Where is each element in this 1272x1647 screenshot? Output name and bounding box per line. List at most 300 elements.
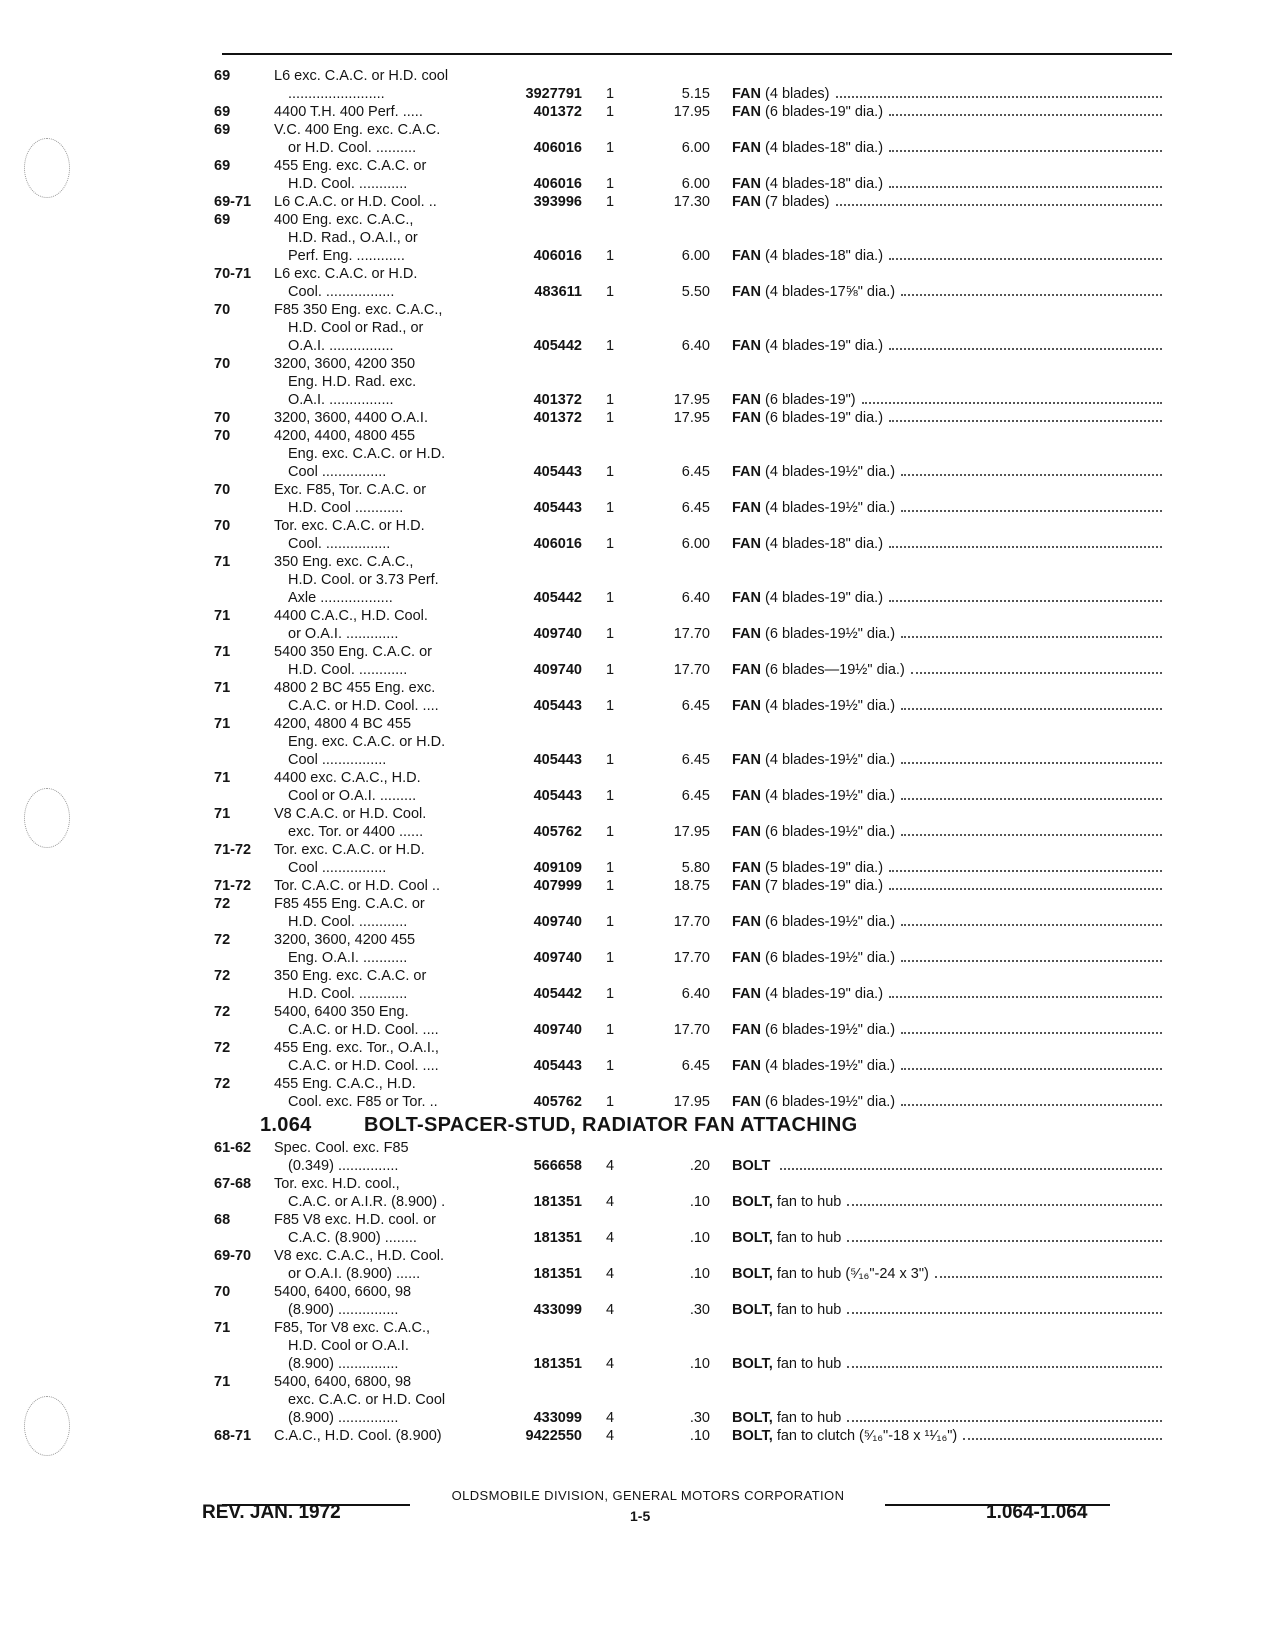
part-name: FAN <box>732 248 761 264</box>
part-number: 405443 <box>533 500 582 516</box>
quantity: 1 <box>606 1094 615 1110</box>
part-number: 405443 <box>533 1058 582 1074</box>
part-detail: (4 blades-19" dia.) <box>765 338 884 354</box>
page-number: 1-5 <box>630 1508 651 1524</box>
part-number: 9422550 <box>525 1428 582 1444</box>
dot-leader <box>889 104 1162 116</box>
application-line: H.D. Cool ............ <box>288 500 404 516</box>
price: .30 <box>689 1410 710 1426</box>
part-detail: (7 blades-19" dia.) <box>765 878 884 894</box>
application-line: 4200, 4800 4 BC 455 <box>274 716 412 732</box>
quantity: 1 <box>606 860 615 876</box>
dot-leader <box>901 500 1162 512</box>
model-years: 69-71 <box>214 194 252 210</box>
quantity: 1 <box>606 140 615 156</box>
part-description <box>732 337 1170 355</box>
application-line: Tor. exc. C.A.C. or H.D. <box>274 842 425 858</box>
quantity: 1 <box>606 536 615 552</box>
part-description <box>732 859 1170 877</box>
price: 6.40 <box>681 986 710 1002</box>
part-description <box>732 787 1170 805</box>
price: .10 <box>689 1428 710 1444</box>
quantity: 1 <box>606 986 615 1002</box>
application-line: Eng. H.D. Rad. exc. <box>288 374 417 390</box>
part-detail: (4 blades-18" dia.) <box>765 140 884 156</box>
quantity: 4 <box>606 1410 615 1426</box>
dot-leader <box>889 410 1162 422</box>
table-row <box>210 1283 1170 1319</box>
model-years: 72 <box>214 1040 231 1056</box>
dot-leader <box>889 986 1162 998</box>
part-number: 483611 <box>534 284 582 300</box>
quantity: 1 <box>606 698 615 714</box>
application-line: H.D. Cool. or 3.73 Perf. <box>288 572 439 588</box>
dot-leader <box>889 176 1162 188</box>
application-line: C.A.C., H.D. Cool. (8.900) <box>274 1428 442 1444</box>
model-years: 70 <box>214 1284 231 1300</box>
table-row <box>210 1211 1170 1247</box>
application-line: 4400 T.H. 400 Perf. ..... <box>274 104 423 120</box>
part-detail: (4 blades-18" dia.) <box>765 176 884 192</box>
application-line: (8.900) ............... <box>288 1356 399 1372</box>
part-number: 433099 <box>533 1410 582 1426</box>
table-row <box>210 355 1170 409</box>
part-name: FAN <box>732 464 761 480</box>
application-line: Spec. Cool. exc. F85 <box>274 1140 409 1156</box>
quantity: 4 <box>606 1428 615 1444</box>
table-row <box>210 1139 1170 1175</box>
application-line: Cool. exc. F85 or Tor. .. <box>288 1094 438 1110</box>
price: 6.45 <box>681 698 710 714</box>
quantity: 4 <box>606 1194 615 1210</box>
quantity: 1 <box>606 104 615 120</box>
model-years: 71 <box>214 1374 231 1390</box>
table-row <box>210 409 1170 427</box>
dot-leader <box>963 1428 1162 1440</box>
part-name: FAN <box>732 986 761 1002</box>
application-line: Perf. Eng. ............ <box>288 248 405 264</box>
model-years: 70 <box>214 302 231 318</box>
model-years: 69 <box>214 212 231 228</box>
application-line: L6 exc. C.A.C. or H.D. cool <box>274 68 449 84</box>
application-line: H.D. Rad., O.A.I., or <box>288 230 418 246</box>
application-line: 3200, 3600, 4200 350 <box>274 356 416 372</box>
part-detail: (6 blades-19½" dia.) <box>765 626 896 642</box>
fan-entries <box>210 67 1170 1111</box>
dot-leader <box>901 914 1162 926</box>
revision-date: REV. JAN. 1972 <box>202 1502 341 1523</box>
part-detail: (4 blades-17⅝" dia.) <box>765 284 896 300</box>
application-line: Tor. exc. C.A.C. or H.D. <box>274 518 425 534</box>
dot-leader <box>836 86 1163 98</box>
part-detail: fan to hub <box>776 1302 842 1318</box>
part-name: FAN <box>732 752 761 768</box>
application-line: or O.A.I. ............. <box>288 626 399 642</box>
quantity: 4 <box>606 1302 615 1318</box>
part-number: 409740 <box>533 1022 582 1038</box>
dot-leader <box>901 698 1162 710</box>
application-line: 3200, 3600, 4200 455 <box>274 932 416 948</box>
price: .10 <box>689 1230 710 1246</box>
part-description <box>732 949 1170 967</box>
part-number: 181351 <box>533 1230 582 1246</box>
quantity: 1 <box>606 284 615 300</box>
price: 6.45 <box>681 752 710 768</box>
table-row <box>210 643 1170 679</box>
part-description <box>732 535 1170 553</box>
quantity: 1 <box>606 176 615 192</box>
model-years: 72 <box>214 968 231 984</box>
quantity: 1 <box>606 338 615 354</box>
quantity: 1 <box>606 878 615 894</box>
table-row <box>210 1175 1170 1211</box>
quantity: 1 <box>606 950 615 966</box>
application-line: V.C. 400 Eng. exc. C.A.C. <box>274 122 441 138</box>
punch-hole-top <box>24 138 70 198</box>
part-name: FAN <box>732 536 761 552</box>
application-line: Eng. exc. C.A.C. or H.D. <box>288 734 446 750</box>
part-name: FAN <box>732 626 761 642</box>
quantity: 1 <box>606 464 615 480</box>
part-description <box>732 751 1170 769</box>
part-number: 181351 <box>533 1194 582 1210</box>
section-title: BOLT-SPACER-STUD, RADIATOR FAN ATTACHING <box>364 1114 858 1136</box>
bolt-entries <box>210 1139 1170 1445</box>
part-description <box>732 1409 1170 1427</box>
part-number: 409740 <box>533 662 582 678</box>
part-detail: (4 blades-19" dia.) <box>765 986 884 1002</box>
part-name: FAN <box>732 788 761 804</box>
application-line: 350 Eng. exc. C.A.C. or <box>274 968 427 984</box>
application-line: 455 Eng. exc. Tor., O.A.I., <box>274 1040 439 1056</box>
table-row <box>210 67 1170 103</box>
price: 17.95 <box>673 1094 710 1110</box>
price: 6.45 <box>681 500 710 516</box>
application-line: or H.D. Cool. .......... <box>288 140 417 156</box>
table-row <box>210 841 1170 877</box>
application-line: 5400 350 Eng. C.A.C. or <box>274 644 432 660</box>
table-row <box>210 769 1170 805</box>
dot-leader <box>901 752 1162 764</box>
part-detail: (4 blades-19½" dia.) <box>765 698 896 714</box>
table-row <box>210 679 1170 715</box>
application-line: Eng. O.A.I. ........... <box>288 950 408 966</box>
table-row <box>210 1319 1170 1373</box>
application-line: L6 C.A.C. or H.D. Cool. .. <box>274 194 437 210</box>
table-row <box>210 895 1170 931</box>
table-row <box>210 157 1170 193</box>
application-line: (8.900) ............... <box>288 1410 399 1426</box>
application-line: 350 Eng. exc. C.A.C., <box>274 554 414 570</box>
quantity: 1 <box>606 1022 615 1038</box>
quantity: 1 <box>606 194 615 210</box>
part-description <box>732 1355 1170 1373</box>
part-detail: (6 blades-19½" dia.) <box>765 1022 896 1038</box>
part-description <box>732 283 1170 301</box>
model-years: 69 <box>214 158 231 174</box>
part-description <box>732 985 1170 1003</box>
table-row <box>210 1247 1170 1283</box>
application-line: Tor. C.A.C. or H.D. Cool .. <box>274 878 440 894</box>
parts-list <box>210 67 1170 1445</box>
dot-leader <box>862 392 1162 404</box>
part-detail: (6 blades-19½" dia.) <box>765 824 896 840</box>
application-line: 4800 2 BC 455 Eng. exc. <box>274 680 436 696</box>
price: 17.95 <box>673 824 710 840</box>
part-name: FAN <box>732 878 761 894</box>
dot-leader <box>901 824 1162 836</box>
table-row <box>210 211 1170 265</box>
model-years: 70 <box>214 410 231 426</box>
quantity: 1 <box>606 626 615 642</box>
part-description <box>732 823 1170 841</box>
model-years: 67-68 <box>214 1176 252 1192</box>
application-line: 5400, 6400 350 Eng. <box>274 1004 409 1020</box>
part-detail: (6 blades-19" dia.) <box>765 410 884 426</box>
quantity: 1 <box>606 788 615 804</box>
price: 6.45 <box>681 788 710 804</box>
part-name: FAN <box>732 824 761 840</box>
table-row <box>210 805 1170 841</box>
part-detail: (4 blades-18" dia.) <box>765 536 884 552</box>
part-name: FAN <box>732 860 761 876</box>
quantity: 4 <box>606 1356 615 1372</box>
part-number: 409740 <box>533 950 582 966</box>
application-line: L6 exc. C.A.C. or H.D. <box>274 266 418 282</box>
part-detail: (4 blades-19½" dia.) <box>765 752 896 768</box>
table-row <box>210 103 1170 121</box>
quantity: 4 <box>606 1230 615 1246</box>
part-name: BOLT <box>732 1158 771 1174</box>
application-line: Cool. ................ <box>288 536 391 552</box>
application-line: Cool. ................. <box>288 284 395 300</box>
part-description <box>732 661 1170 679</box>
part-name: FAN <box>732 338 761 354</box>
part-number: 405442 <box>533 590 582 606</box>
application-line: H.D. Cool. ............ <box>288 176 408 192</box>
price: .30 <box>689 1302 710 1318</box>
part-description <box>732 499 1170 517</box>
dot-leader <box>935 1266 1162 1278</box>
part-number: 566658 <box>533 1158 582 1174</box>
application-line: 400 Eng. exc. C.A.C., <box>274 212 414 228</box>
part-name: FAN <box>732 104 761 120</box>
price: 17.95 <box>673 104 710 120</box>
price: 6.00 <box>681 248 710 264</box>
part-description <box>732 1057 1170 1075</box>
part-detail: (6 blades-19") <box>765 392 856 408</box>
part-detail: (6 blades-19½" dia.) <box>765 914 896 930</box>
dot-leader <box>901 950 1162 962</box>
application-line: F85 455 Eng. C.A.C. or <box>274 896 425 912</box>
part-name: FAN <box>732 914 761 930</box>
price: 6.40 <box>681 590 710 606</box>
model-years: 70-71 <box>214 266 252 282</box>
table-row <box>210 1427 1170 1445</box>
dot-leader <box>847 1194 1162 1206</box>
quantity: 1 <box>606 410 615 426</box>
top-rule <box>222 53 1172 55</box>
price: 6.00 <box>681 176 710 192</box>
application-line: 4400 C.A.C., H.D. Cool. <box>274 608 428 624</box>
dot-leader <box>901 1058 1162 1070</box>
part-number: 405443 <box>533 464 582 480</box>
application-line: V8 C.A.C. or H.D. Cool. <box>274 806 427 822</box>
application-line: F85 350 Eng. exc. C.A.C., <box>274 302 443 318</box>
price: 6.00 <box>681 140 710 156</box>
part-description <box>732 589 1170 607</box>
model-years: 72 <box>214 932 231 948</box>
application-line: 455 Eng. C.A.C., H.D. <box>274 1076 416 1092</box>
table-row <box>210 427 1170 481</box>
application-line: O.A.I. ................ <box>288 392 394 408</box>
part-number: 407999 <box>533 878 582 894</box>
part-name: BOLT, <box>732 1410 773 1426</box>
model-years: 71-72 <box>214 878 252 894</box>
part-name: FAN <box>732 590 761 606</box>
footer-division: OLDSMOBILE DIVISION, GENERAL MOTORS CORPORATION <box>451 1488 845 1503</box>
dot-leader <box>901 284 1162 296</box>
dot-leader <box>889 590 1162 602</box>
part-detail: fan to clutch (⁵⁄₁₆"-18 x ¹¹⁄₁₆") <box>776 1428 958 1444</box>
quantity: 1 <box>606 1058 615 1074</box>
price: 5.15 <box>681 86 710 102</box>
part-description <box>732 139 1170 157</box>
part-description <box>732 409 1170 427</box>
model-years: 70 <box>214 482 231 498</box>
dot-leader <box>901 1022 1162 1034</box>
part-detail: fan to hub <box>776 1194 842 1210</box>
application-line: H.D. Cool or O.A.I. <box>288 1338 409 1354</box>
quantity: 1 <box>606 86 615 102</box>
dot-leader <box>901 626 1162 638</box>
application-line: C.A.C. (8.900) ........ <box>288 1230 417 1246</box>
part-number: 406016 <box>533 248 582 264</box>
dot-leader <box>901 788 1162 800</box>
model-years: 61-62 <box>214 1140 252 1156</box>
model-years: 71 <box>214 1320 231 1336</box>
dot-leader <box>847 1410 1162 1422</box>
model-years: 71 <box>214 770 231 786</box>
quantity: 1 <box>606 662 615 678</box>
application-line: C.A.C. or H.D. Cool. .... <box>288 1022 439 1038</box>
part-description <box>732 391 1170 409</box>
part-number: 405762 <box>533 1094 582 1110</box>
part-name: FAN <box>732 194 761 210</box>
part-name: BOLT, <box>732 1230 773 1246</box>
price: 18.75 <box>673 878 710 894</box>
application-line: H.D. Cool or Rad., or <box>288 320 424 336</box>
part-name: FAN <box>732 1094 761 1110</box>
part-number: 409109 <box>533 860 582 876</box>
part-description <box>732 1427 1170 1445</box>
part-name: FAN <box>732 176 761 192</box>
part-number: 409740 <box>533 914 582 930</box>
quantity: 1 <box>606 824 615 840</box>
application-line: O.A.I. ................ <box>288 338 394 354</box>
part-name: FAN <box>732 392 761 408</box>
part-detail: (6 blades-19½" dia.) <box>765 950 896 966</box>
table-row <box>210 265 1170 301</box>
part-description <box>732 1193 1170 1211</box>
model-years: 70 <box>214 356 231 372</box>
section-code: 1.064 <box>260 1114 312 1136</box>
price: 17.70 <box>673 662 710 678</box>
quantity: 1 <box>606 500 615 516</box>
part-description <box>732 463 1170 481</box>
part-detail: fan to hub <box>776 1356 842 1372</box>
price: .10 <box>689 1266 710 1282</box>
model-years: 72 <box>214 1004 231 1020</box>
part-description <box>732 1157 1170 1175</box>
part-number: 405443 <box>533 698 582 714</box>
application-line: 3200, 3600, 4400 O.A.I. <box>274 410 428 426</box>
price: 17.70 <box>673 950 710 966</box>
part-description <box>732 247 1170 265</box>
table-row <box>210 1039 1170 1075</box>
part-number: 401372 <box>533 392 582 408</box>
part-description <box>732 1093 1170 1111</box>
application-line: Cool ................ <box>288 464 387 480</box>
part-number: 406016 <box>533 536 582 552</box>
part-detail: fan to hub (⁵⁄₁₆"-24 x 3") <box>776 1266 929 1282</box>
table-row <box>210 1373 1170 1427</box>
table-row <box>210 877 1170 895</box>
application-line: exc. C.A.C. or H.D. Cool <box>288 1392 446 1408</box>
table-row <box>210 193 1170 211</box>
punch-hole-middle <box>24 788 70 848</box>
dot-leader <box>889 860 1162 872</box>
price: 17.70 <box>673 1022 710 1038</box>
dot-leader <box>780 1158 1162 1170</box>
application-line: Axle .................. <box>288 590 393 606</box>
punch-hole-bottom <box>24 1396 70 1456</box>
price: .10 <box>689 1194 710 1210</box>
model-years: 70 <box>214 518 231 534</box>
part-number: 433099 <box>533 1302 582 1318</box>
part-description <box>732 625 1170 643</box>
part-detail: (4 blades-19½" dia.) <box>765 1058 896 1074</box>
model-years: 70 <box>214 428 231 444</box>
price: 17.95 <box>673 392 710 408</box>
quantity: 4 <box>606 1266 615 1282</box>
application-line: V8 exc. C.A.C., H.D. Cool. <box>274 1248 445 1264</box>
part-description <box>732 175 1170 193</box>
dot-leader <box>901 464 1162 476</box>
dot-leader <box>889 536 1162 548</box>
application-line: C.A.C. or H.D. Cool. .... <box>288 698 439 714</box>
part-description <box>732 103 1170 121</box>
part-detail: (5 blades-19" dia.) <box>765 860 884 876</box>
model-years: 72 <box>214 1076 231 1092</box>
application-line: Exc. F85, Tor. C.A.C. or <box>274 482 427 498</box>
part-detail: fan to hub <box>776 1410 842 1426</box>
model-years: 71 <box>214 716 231 732</box>
model-years: 69 <box>214 104 231 120</box>
model-years: 69-70 <box>214 1248 252 1264</box>
part-description <box>732 1301 1170 1319</box>
price: .10 <box>689 1356 710 1372</box>
quantity: 1 <box>606 752 615 768</box>
table-row <box>210 481 1170 517</box>
part-name: BOLT, <box>732 1266 773 1282</box>
part-number: 393996 <box>533 194 582 210</box>
part-name: FAN <box>732 140 761 156</box>
application-line: 4200, 4400, 4800 455 <box>274 428 416 444</box>
part-name: FAN <box>732 284 761 300</box>
part-name: FAN <box>732 698 761 714</box>
part-detail: (6 blades—19½" dia.) <box>765 662 905 678</box>
